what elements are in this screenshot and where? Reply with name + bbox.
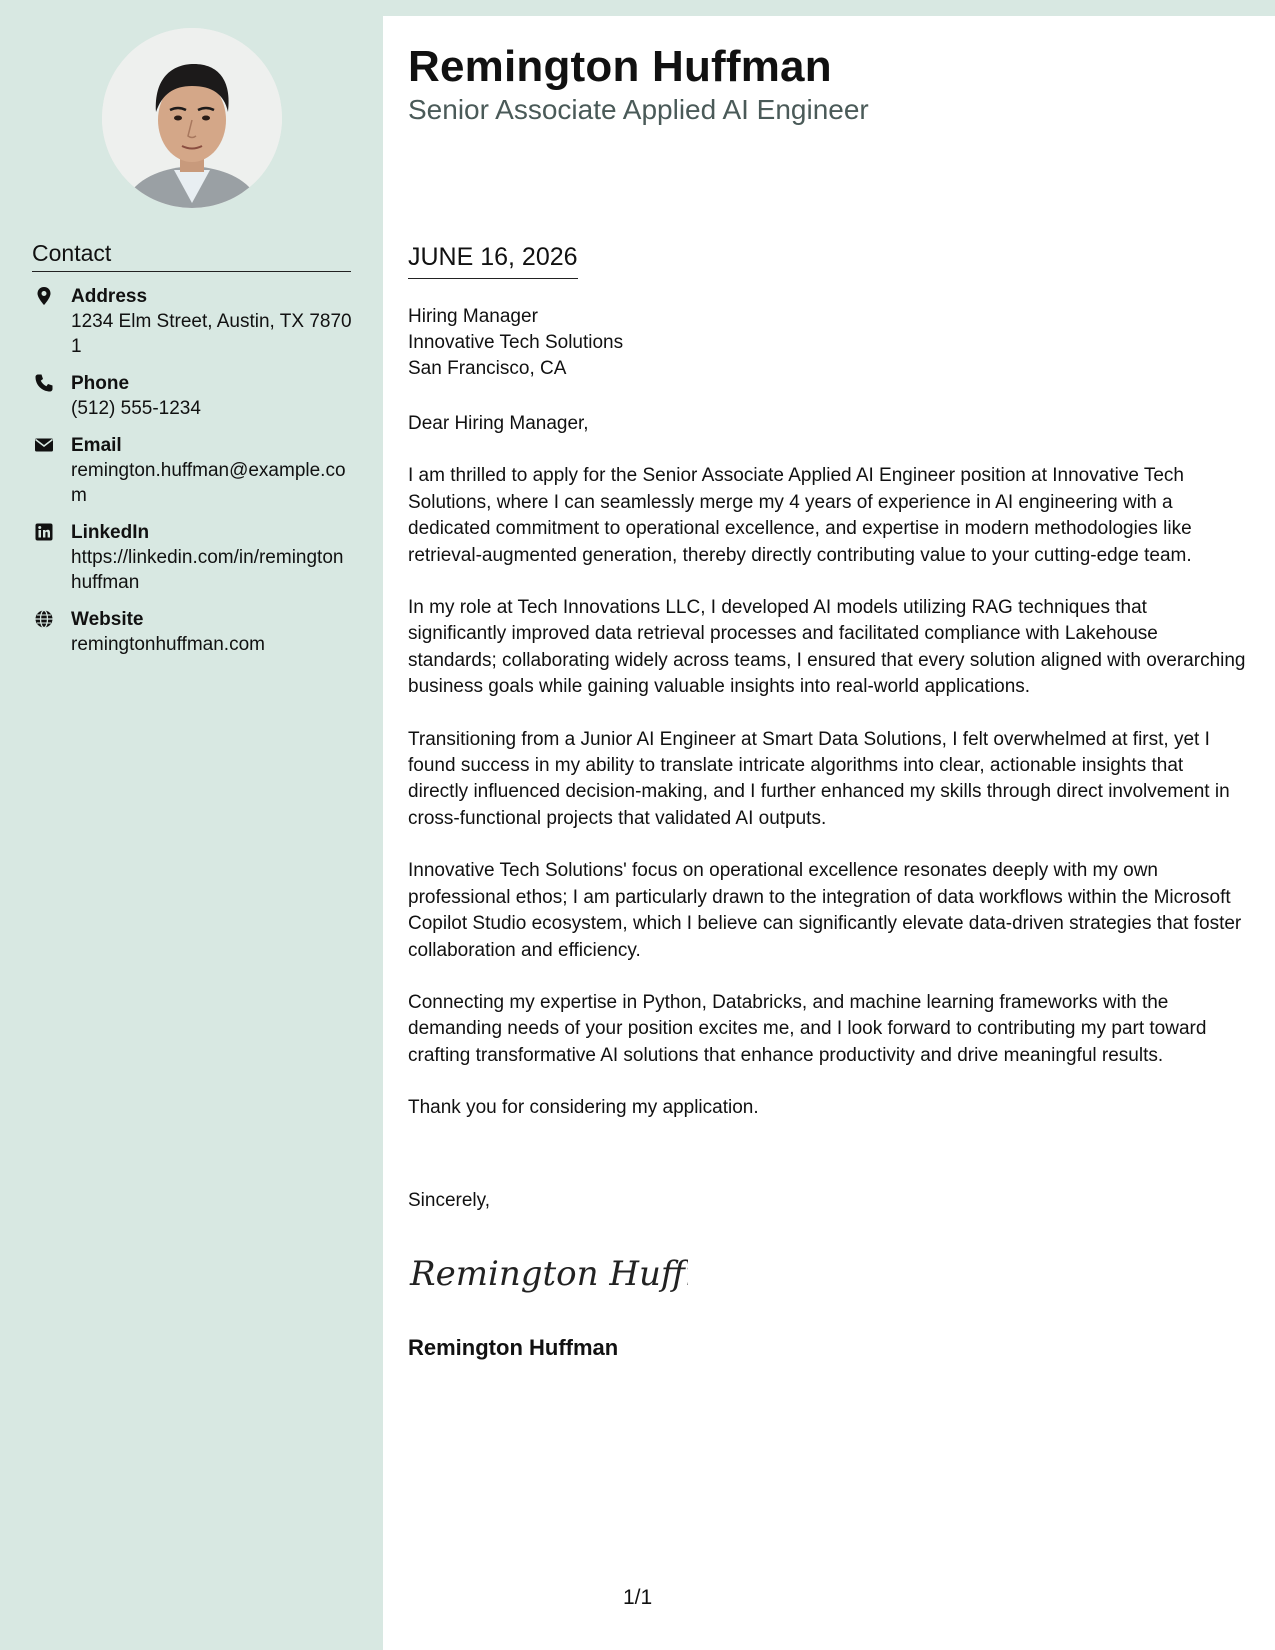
letter-paragraph: Connecting my expertise in Python, Databricks, and machine learning frameworks with the demanding needs of your position excites me, and I look forward to contributing my part toward crafting transformative AI solutions that enhance productivity and drive meaningful results. [408, 991, 1207, 1066]
closing: Sincerely, [408, 1190, 491, 1211]
contact-list [32, 284, 352, 669]
contact-linkedin [32, 520, 352, 595]
letter-paragraph: Innovative Tech Solutions' focus on operational excellence resonates deeply with my own professional ethos; I am particularly drawn to the integration of data workflows within the Microsoft Copilot Studio ecosystem, which I believe can significantly elevate data-driven strategies that foster collaboration and efficiency. [408, 860, 1242, 961]
signature [408, 1241, 688, 1301]
envelope-icon [34, 435, 54, 455]
profile-photo [102, 28, 282, 208]
contact-label: Website [71, 609, 144, 630]
recipient-block [408, 304, 623, 382]
contact-address [32, 284, 352, 359]
applicant-name: Remington Huffman [408, 42, 832, 91]
contact-phone [32, 371, 352, 421]
contact-label: Email [71, 435, 122, 456]
contact-label: LinkedIn [71, 522, 150, 543]
recipient-line: Innovative Tech Solutions [408, 332, 624, 353]
recipient-line: Hiring Manager [408, 306, 538, 327]
letter-paragraph: Thank you for considering my application. [408, 1097, 759, 1119]
signer-name: Remington Huffman [408, 1335, 619, 1360]
salutation: Dear Hiring Manager, [408, 413, 589, 434]
contact-heading: Contact [32, 240, 351, 272]
letter-paragraph: Transitioning from a Junior AI Engineer at Smart Data Solutions, I felt overwhelmed at first, yet I found success in my ability to translate intricate algorithms into clear, actionable insights that directly influenced decision-making, and I further enhanced my skills through direct involvement in cross-functional projects that validated AI outputs. [408, 728, 1230, 829]
page-number: 1/1 [623, 1586, 653, 1609]
email-value[interactable]: remington.huffman@example.com [71, 460, 346, 506]
globe-icon [34, 609, 54, 629]
recipient-line: San Francisco, CA [408, 358, 567, 379]
contact-label: Address [71, 286, 148, 307]
phone-value: (512) 555-1234 [71, 398, 201, 419]
letter-paragraph: In my role at Tech Innovations LLC, I developed AI models utilizing RAG techniques that significantly improved data retrieval processes and facilitated compliance with Lakehouse standards; collaborating widely across teams, I ensured that every solution aligned with overarching business goals while gaining valuable insights into real-world applications. [408, 597, 1246, 698]
map-pin-icon [34, 286, 54, 306]
contact-website [32, 607, 352, 657]
website-value[interactable]: remingtonhuffman.com [71, 634, 265, 655]
sidebar [0, 0, 383, 1650]
contact-label: Phone [71, 373, 130, 394]
signature-text: Remington Huffm [410, 1254, 688, 1294]
letter-paragraph: I am thrilled to apply for the Senior Associate Applied AI Engineer position at Innovative Tech Solutions, where I can seamlessly merge my 4 years of experience in AI engineering with a dedicated commitment to operational excellence, and expertise in modern methodologies like retrieval-augmented generation, thereby directly contributing value to your cutting-edge team. [408, 465, 1192, 566]
linkedin-icon [34, 522, 54, 542]
letter-body [408, 411, 1248, 1148]
linkedin-value[interactable]: https://linkedin.com/in/remingtonhuffman [71, 547, 344, 593]
letter-main [383, 16, 1275, 1650]
address-value: 1234 Elm Street, Austin, TX 78701 [71, 311, 352, 357]
letter-date: JUNE 16, 2026 [408, 243, 578, 279]
applicant-title: Senior Associate Applied AI Engineer [408, 94, 869, 125]
contact-email [32, 433, 352, 508]
phone-icon [34, 373, 54, 393]
